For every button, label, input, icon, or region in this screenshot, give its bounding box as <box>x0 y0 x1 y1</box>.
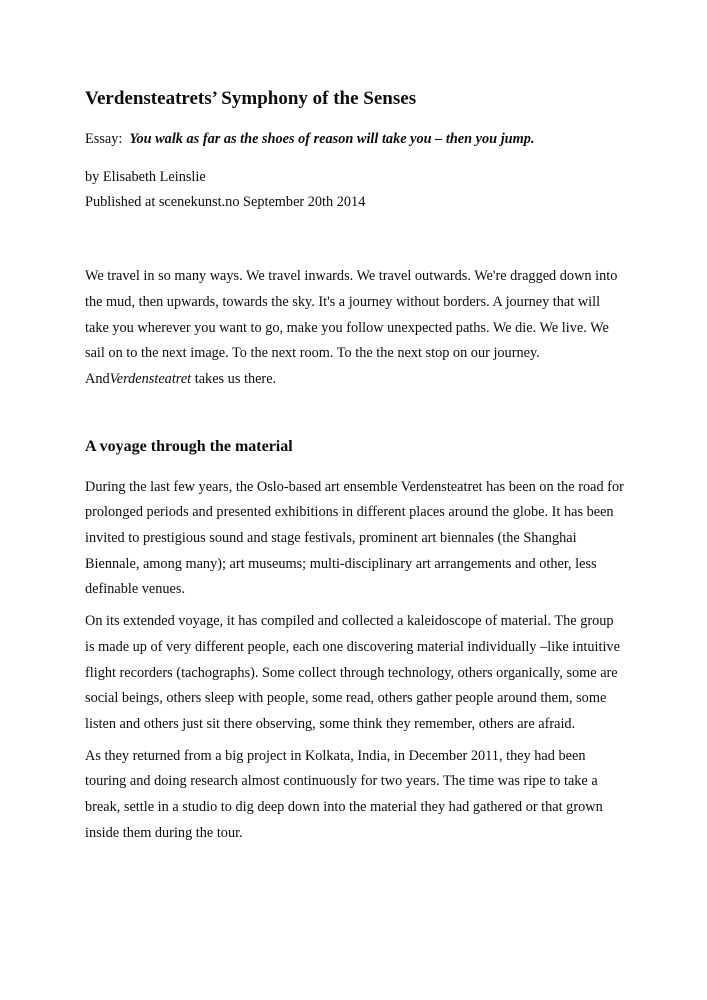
essay-subtitle <box>85 127 625 153</box>
intro-text-after: takes us there. <box>191 370 277 387</box>
essay-quote: You walk as far as the shoes of reason will take you – then you jump. <box>129 131 535 147</box>
intro-italic-word: Verdensteatret <box>109 370 192 387</box>
essay-label: Essay: <box>85 131 123 147</box>
paragraph: As they returned from a big project in Kolkata, India, in December 2011, they had been touring and doing research almost continuously for two years. The time was ripe to take a break, settle in a studio to dig deep down into the material they had gathered or that grown inside them during the tour. <box>85 747 603 841</box>
document-title: Verdensteatrets’ Symphony of the Senses <box>85 88 417 109</box>
intro-text-before: We travel in so many ways. We travel inwards. We travel outwards. We're dragged down into the mud, then upwards, towards the sky. It's a journey without borders. A journey that will take you wherever you want to go, make you follow unexpected paths. We die. We live. We sail on to the next image. To the next room. To the the next stop on our journey. And <box>85 268 618 387</box>
paragraph: During the last few years, the Oslo-based art ensemble Verdensteatret has been on the road for prolonged periods and presented exhibitions in different places around the globe. It has been invited to prestigious sound and stage festivals, prominent art biennales (the Shanghai Biennale, among many); art museums; multi-disciplinary art arrangements and other, less definable venues. <box>85 478 624 598</box>
publication-info: Published at scenekunst.no September 20th 2014 <box>85 194 366 211</box>
byline-block <box>85 165 625 216</box>
section-heading: A voyage through the material <box>85 437 293 455</box>
intro-paragraph <box>85 264 625 393</box>
byline: by Elisabeth Leinslie <box>85 168 206 185</box>
paragraph: On its extended voyage, it has compiled and collected a kaleidoscope of material. The group is made up of very different people, each one discovering material individually –like intuitive flight recorders (tachographs). Some collect through technology, others organically, some are social beings, others sleep with people, some read, others gather people around them, some listen and others just sit there observing, some think they remember, others are afraid. <box>85 613 620 732</box>
